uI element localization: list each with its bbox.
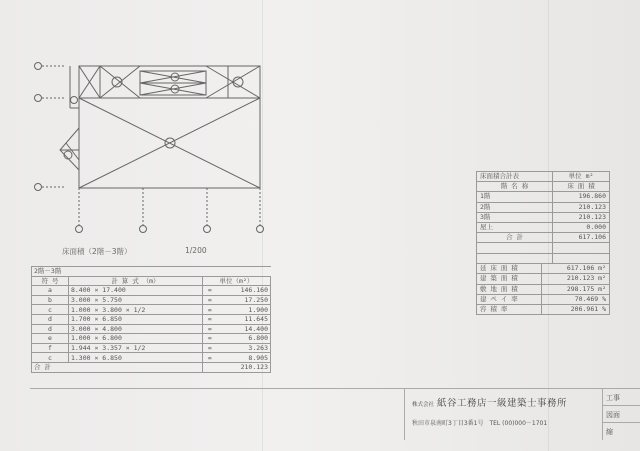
grid-marker	[35, 63, 42, 70]
summary-area: 210.123	[553, 202, 610, 212]
summary-floor: 屋上	[477, 222, 553, 232]
summary-total-row	[477, 233, 610, 243]
calc-value: 3.263	[217, 343, 271, 353]
company-prefix: 株式会社	[412, 402, 435, 408]
calc-row	[32, 305, 271, 315]
calc-row	[32, 353, 271, 363]
summary-floor: 3階	[477, 212, 553, 222]
calc-equals: =	[202, 353, 216, 363]
calc-value: 6.800	[217, 334, 271, 344]
company-main: 紙谷工務店一級建築士事務所	[437, 398, 568, 409]
grid-marker	[35, 95, 42, 102]
summary-title: 床面積合計表	[477, 172, 553, 182]
grid-marker	[35, 184, 42, 191]
summary-blank-row	[477, 253, 610, 263]
label-drawing: 図面	[606, 411, 620, 419]
summary-total-value: 617.106	[553, 233, 610, 243]
header-unit: 単位（m²）	[202, 276, 270, 286]
summary-floor: 1階	[477, 192, 553, 202]
calc-formula: 1.300 × 6.850	[68, 353, 202, 363]
calc-row	[32, 324, 271, 334]
calc-symbol: f	[32, 343, 69, 353]
summary-row	[477, 202, 610, 212]
calc-equals: =	[202, 295, 216, 305]
company-name	[412, 395, 567, 409]
grid-marker	[257, 226, 264, 233]
area-name: 建 ペ イ 率	[477, 294, 542, 304]
area-calculation-table	[31, 266, 271, 373]
calc-formula: 1.944 × 3.357 × 1/2	[68, 343, 202, 353]
summary-unit: 単位 m²	[553, 172, 610, 182]
calc-formula: 1.000 × 3.800 × 1/2	[68, 305, 202, 315]
building-outline	[79, 66, 260, 188]
header-formula: 計 算 式 （m）	[68, 276, 202, 286]
calc-total-row	[32, 362, 271, 372]
summary-row	[477, 212, 610, 222]
summary-floor: 2階	[477, 202, 553, 212]
calc-formula: 1.700 × 6.850	[68, 314, 202, 324]
summary-row	[477, 192, 610, 202]
area-ratio-table	[476, 263, 610, 315]
calc-value: 8.905	[217, 353, 271, 363]
area-value: 206.961 %	[542, 305, 610, 315]
calc-row	[32, 295, 271, 305]
calc-equals: =	[202, 286, 216, 296]
area-row	[477, 264, 610, 274]
grid-marker	[140, 226, 147, 233]
area-name: 容 積 率	[477, 305, 542, 315]
blank-cell	[477, 253, 553, 263]
company-address: 秋田市泉南町3丁目3番1号 TEL (00)000－1701	[412, 420, 548, 427]
calc-symbol: d	[32, 324, 69, 334]
calc-value: 14.400	[217, 324, 271, 334]
calc-formula: 1.000 × 6.800	[68, 334, 202, 344]
label-scale: 縮	[606, 428, 613, 436]
blank-cell	[553, 243, 610, 253]
area-row	[477, 305, 610, 315]
area-name: 建 築 面 積	[477, 274, 542, 284]
calc-value: 1.900	[217, 305, 271, 315]
blank-cell	[553, 253, 610, 263]
calc-symbol: c	[32, 305, 69, 315]
label-project: 工事	[606, 394, 620, 402]
header-symbol: 符 号	[32, 276, 69, 286]
calc-symbol: e	[32, 334, 69, 344]
title-block-divider	[602, 405, 640, 406]
calc-symbol: a	[32, 286, 69, 296]
calc-row	[32, 343, 271, 353]
calc-row	[32, 334, 271, 344]
calc-equals: =	[202, 305, 216, 315]
summary-area: 210.123	[553, 212, 610, 222]
calc-formula: 3.000 × 5.750	[68, 295, 202, 305]
area-value: 70.469 %	[542, 294, 610, 304]
area-value: 617.106 m²	[542, 264, 610, 274]
calc-table-title: 2階－3階	[32, 267, 271, 277]
calc-equals: =	[202, 334, 216, 344]
title-block-divider	[404, 388, 405, 440]
calc-equals: =	[202, 343, 216, 353]
grid-marker	[76, 226, 83, 233]
calc-row	[32, 314, 271, 324]
calc-formula: 3.000 × 4.800	[68, 324, 202, 334]
calc-symbol: d	[32, 314, 69, 324]
summary-area: 0.000	[553, 222, 610, 232]
area-value: 210.123 m²	[542, 274, 610, 284]
area-name: 敷 地 面 積	[477, 284, 542, 294]
summary-row	[477, 222, 610, 232]
calc-equals: =	[202, 324, 216, 334]
summary-area: 196.860	[553, 192, 610, 202]
title-block-divider	[602, 388, 603, 440]
area-row	[477, 274, 610, 284]
calc-formula: 8.400 × 17.400	[68, 286, 202, 296]
calc-total-label: 合 計	[32, 362, 203, 372]
calc-value: 17.250	[217, 295, 271, 305]
calc-equals: =	[202, 314, 216, 324]
grid-marker	[204, 226, 211, 233]
summary-total-label: 合 計	[477, 233, 553, 243]
summary-header-floor: 階 名 称	[477, 182, 553, 192]
summary-blank-row	[477, 243, 610, 253]
calc-symbol: c	[32, 353, 69, 363]
plan-caption: 床面積（2階－3階）	[62, 247, 132, 256]
area-value: 298.175 m²	[542, 284, 610, 294]
summary-header-area: 床 面 積	[553, 182, 610, 192]
calc-value: 11.645	[217, 314, 271, 324]
area-row	[477, 284, 610, 294]
plan-scale: 1/200	[185, 246, 207, 255]
area-name: 延 床 面 積	[477, 264, 542, 274]
blank-cell	[477, 243, 553, 253]
area-row	[477, 294, 610, 304]
calc-row	[32, 286, 271, 296]
calc-value: 146.160	[217, 286, 271, 296]
title-block-divider	[602, 422, 640, 423]
floor-area-summary-table	[476, 171, 610, 264]
calc-total-value: 210.123	[202, 362, 270, 372]
calc-symbol: b	[32, 295, 69, 305]
